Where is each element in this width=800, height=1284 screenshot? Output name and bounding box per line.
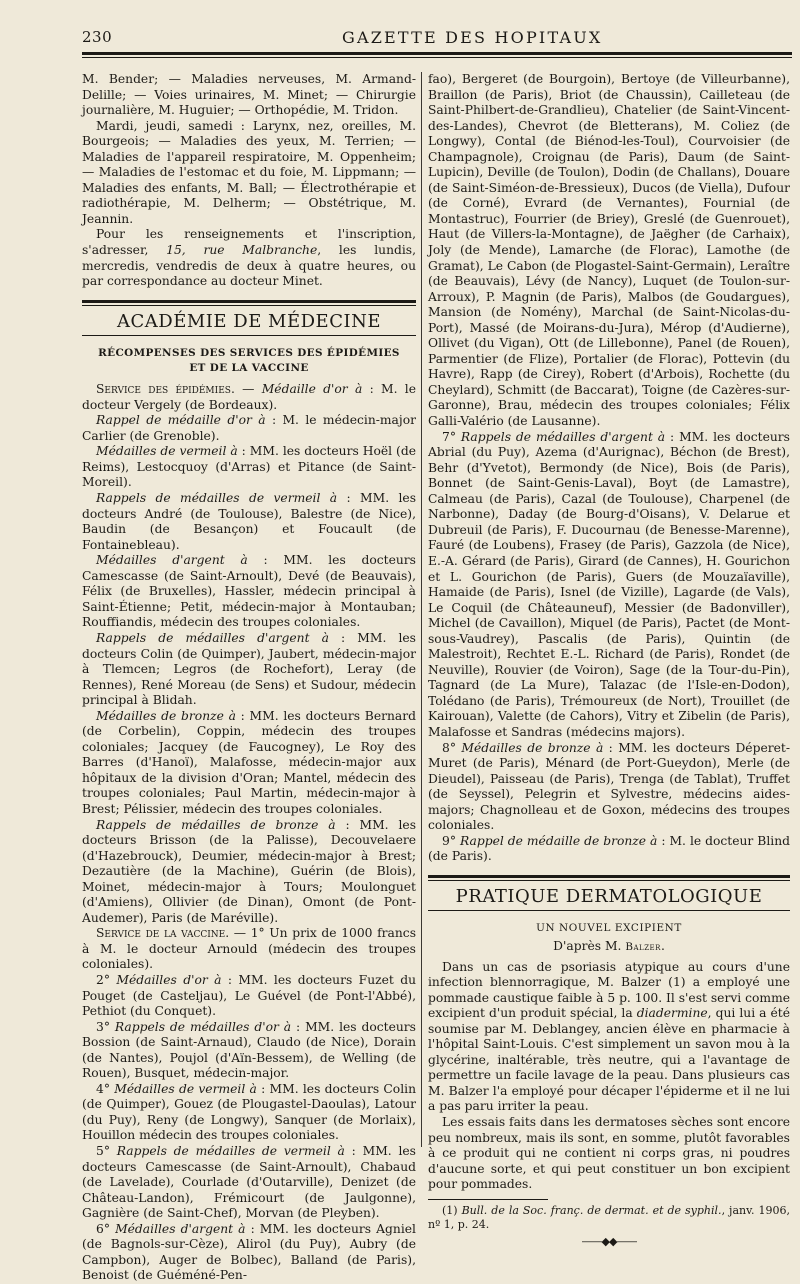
paragraph: 7° Rappels de médailles d'argent à : MM. les docteurs Abrial (du Puy), Azema (d'Aurignac), Béchon (de Brest), Behr (d'Yvetot), Bermondy (de Nice), Bois (de Paris), Bonnet (de Saint-Genis-Laval), Boyt (de Lamastre), Calmeau (de Paris), Cazal (de Toulouse), Charpenel (de Narbonne), Daday (de Bourg-d'Oisans), V. Delarue et Dubreuil (de Paris), F. Ducournau (de Benesse-Marenne), Fauré (de Loubens), Frasey (de Paris), Gazzola (de Nice), E.-A. Gérard (de Paris), Girard (de Cannes), H. Gourichon et L. Gourichon (de Paris), Guers (de Mouzaïaville), Hamaide (de Paris), Isnel (de Vizille), Lagarde (de Vals), Le Coquil (de Châteauneuf), Messier (de Badonviller), Michel (de Cavaillon), Miquel (de Paris), Pactet (de Mont-sous-Vaudrey), Pascalis (de Paris), Quintin (de Malestroit), Rechtet E.-L. Richard (de Paris), Rondet (de Neuville), Rouvier (de Voiron), Sage (de la Tour-du-Pin), Tagnard (de La Mure), Talazac (de l'Isle-en-Dodon), Tolédano (de Paris), Trémoureux (de Nort), Trouillet (de Kairouan), Valette (de Cahors), Vitry et Zibelin (de Paris), Malafosse et Sandras (médecins majors). — [428, 429, 790, 739]
paragraph: Pour les renseignements et l'inscription, s'adresser, 15, rue Malbranche, les lundis, mercredis, vendredis de deux à quatre heures, ou par correspondance au docteur Minet. — [82, 227, 417, 289]
header-rule-thin — [82, 57, 792, 58]
article-byline: D'après M. Balzer. — [553, 938, 665, 953]
page-number: 230 — [82, 28, 113, 46]
section-divider — [82, 300, 416, 306]
paragraph: Mardi, jeudi, samedi : Larynx, nez, oreilles, M. Bourgeois; — Maladies des yeux, M. Terrien; — Maladies de l'appareil respiratoire, M. Oppenheim; — Maladies de l'estomac et du foie, M. Lippmann; — Maladies des enfants, M. Ball; — Électrothérapie et radiothérapie, M. Delherm; — Obstétrique, M. Jeannin. — [82, 118, 416, 226]
section-title-underline — [428, 910, 790, 911]
section-title-underline — [82, 335, 416, 336]
column-divider — [421, 72, 422, 1147]
paragraph: Rappel de médaille d'or à : M. le médecin-major Carlier (de Grenoble). — [82, 413, 416, 443]
paragraph: Service des épidémies. — Médaille d'or à : M. le docteur Vergely (de Bordeaux). — [82, 382, 416, 412]
footnote: (1) Bull. de la Soc. franç. de dermat. et de syphil., janv. 1906, nº 1, p. 24. — [428, 1203, 790, 1231]
paragraph: 9° Rappel de médaille de bronze à : M. le docteur Blind (de Paris). — [428, 833, 790, 864]
right-column — [428, 72, 791, 1248]
paragraph: Médailles de bronze à : MM. les docteurs Bernard (de Corbelin), Coppin, médecin des troupes coloniales; Jacquey (de Faucogney), Le Roy des Barres (d'Hanoï), Malafosse, médecin-major aux hôpitaux de la division d'Oran; Mantel, médecin des troupes coloniales; Paul Martin, médecin-major à Brest; Pélissier, médecin des troupes coloniales. — [82, 708, 416, 816]
paragraph: 8° Médailles de bronze à : MM. les docteurs Déperet-Muret (de Paris), Ménard (de Port-Gueydon), Merle (de Dieudel), Paisseau (de Paris), Trenga (de Tablat), Truffet (de Seyssel), Pelegrin et Sylvestre, médecins aides-majors; Chagnolleau et de Goxon, médecins des troupes coloniales. — [428, 740, 790, 833]
paragraph: Rappels de médailles de bronze à : MM. les docteurs Brisson (de la Palisse), Decouvelaere (d'Hazebrouck), Deumier, médecin-major à Brest; Dezautière (de la Machine), Guérin (de Blois), Moinet, médecin-major à Tours; Moulonguet (d'Amiens), Ollivier (de Dinan), Omont (de Pont-Audemer), Paris (de Maréville). — [82, 817, 417, 925]
paragraph: Les essais faits dans les dermatoses sèches sont encore peu nombreux, mais ils sont, en somme, plutôt favorables à ce produit qui ne contient ni corps gras, ni poudres d'aucune sorte, et qui peut constituer un bon excipient pour pommades. — [428, 1115, 790, 1192]
paragraph: 2° Médailles d'or à : MM. les docteurs Fuzet du Pouget (de Casteljau), Le Guével (de Pont-l'Abbé), Pethiot (du Conquet). — [82, 972, 417, 1019]
paragraph: 3° Rappels de médailles d'or à : MM. les docteurs Bossion (de Saint-Arnaud), Claudo (de Nice), Dorain (de Nantes), Poujol (d'Aïn-Bessem), de Welling (de Rouen), Busquet, médecin-major. — [82, 1019, 416, 1081]
page-header — [82, 28, 792, 68]
paragraph: M. Bender; — Maladies nerveuses, M. Armand-Delille; — Voies urinaires, M. Minet; — Chirurgie journalière, M. Huguier; — Orthopédie, M. Tridon. — [82, 72, 416, 118]
paragraph: 6° Médailles d'argent à : MM. les docteurs Agniel (de Bagnols-sur-Cèze), Alirol (du Puy), Aubry (de Campbon), Auger de Bolbec), Balland (de Paris), Benoist (de Guéméné-Pen- — [82, 1221, 416, 1283]
section-title-academie: ACADÉMIE DE MÉDECINE — [117, 310, 381, 332]
paragraph: Service de la vaccine. — 1° Un prix de 1000 francs à M. le docteur Arnould (médecin des troupes coloniales). — [82, 926, 416, 972]
left-column — [82, 72, 417, 1283]
paragraph: fao), Bergeret (de Bourgoin), Bertoye (de Villeurbanne), Braillon (de Paris), Briot (de Chaussin), Cailleteau (de Saint-Philbert-de-Grandlieu), Chatelier (de Saint-Vincent-des-Landes), Chevrot (de Bletterans), M. Coliez (de Longwy), Contal (de Biénod-les-Toul), Courvoisier (de Champagnole), Croignau (de Paris), Daum (de Saint-Lupicin), Deville (de Toulon), Dodin (de Challans), Douare (de Saint-Siméon-de-Bressieux), Ducos (de Viella), Dufour (de Corné), Evrard (de Vernantes), Fournial (de Montastruc), Fourrier (de Briey), Greslé (de Guenrouet), Haut (de Villers-la-Montagne), de Jaëgher (de Carhaix), Joly (de Mende), Lamarche (de Florac), Lamothe (de Gramat), Le Cabon (de Plogastel-Saint-Germain), Leraître (de Beauvais), Lévy (de Nancy), Luquet (de Toulon-sur-Arroux), P. Magnin (de Paris), Malbos (de Goudargues), Mansion (de Nomény), Marchal (de Saint-Nicolas-du-Port), Massé (de Moirans-du-Jura), Mérop (d'Audierne), Ollivet (du Vigan), Ott (de Lillebonne), Panel (de Rouen), Parmentier (de Flize), Portalier (de Florac), Pottevin (du Havre), Rapp (de Cirey), Robert (d'Arbois), Rochette (du Cheylard), Schmitt (de Baccarat), Toigne (de Cazères-sur-Garonne), Brau, médecin des troupes coloniales; Félix Galli-Valério (de Lausanne). — [428, 72, 790, 429]
journal-title: GAZETTE DES HOPITAUX — [342, 28, 603, 47]
paragraph: Dans un cas de psoriasis atypique au cours d'une infection blennorragique, M. Balzer (1) a employé une pommade caustique faible à 5 p. 100. Il s'est servi comme excipient d'un produit spécial, la diadermine, qui lui a été soumise par M. Deblangey, ancien élève en pharmacie à l'hôpital Saint-Louis. C'est simplement un savon mou à la glycérine, inaltérable, très neutre, qui a l'avantage de permettre un facile lavage de la peau. Dans plusieurs cas M. Balzer l'a employé pour décaper l'épiderme et il ne lui a pas paru irriter la peau. — [428, 959, 791, 1114]
article-title: UN NOUVEL EXCIPIENT — [536, 922, 682, 935]
paragraph: 4° Médailles de vermeil à : MM. les docteurs Colin (de Quimper), Gouez (de Plougastel-Daoulas), Latour (du Puy), Reny (de Longwy), Sanquer (de Morlaix), Houillon médecin des troupes coloniales. — [82, 1081, 416, 1143]
section-divider — [428, 875, 790, 881]
header-rule-thick — [82, 52, 792, 55]
paragraph: 5° Rappels de médailles de vermeil à : MM. les docteurs Camescasse (de Saint-Arnoult), Chabaud (de Lavelade), Courlade (d'Outarville), Denizet (de Château-Landon), Frémicourt (de Jaulgonne), Gagnière (de Saint-Chef), Morvan (de Pleyben). — [82, 1144, 416, 1221]
section-subtitle: RÉCOMPENSES DES SERVICES DES ÉPIDÉMIES ET DE LA VACCINE — [98, 347, 400, 375]
paragraph: Rappels de médailles d'argent à : MM. les docteurs Colin (de Quimper), Jaubert, médecin-major à Tlemcen; Legros (de Rochefort), Leray (de Rennes), René Moreau (de Sens) et Sudour, médecin principal à Blidah. — [82, 630, 416, 708]
paragraph: Médailles d'argent à : MM. les docteurs Camescasse (de Saint-Arnoult), Devé (de Beauvais), Félix (de Bruxelles), Hassler, médecin principal à Saint-Étienne; Petit, médecin-major à Montauban; Rouffiandis, médecin des troupes coloniales. — [82, 553, 416, 630]
paragraph: Médailles de vermeil à : MM. les docteurs Hoël (de Reims), Lestocquoy (d'Arras) et Pitance (de Saint-Moreil). — [82, 444, 416, 490]
section-title-pratique: PRATIQUE DERMATOLOGIQUE — [455, 885, 763, 907]
end-ornament: ——◆◆—— — [581, 1234, 637, 1248]
paragraph: Rappels de médailles de vermeil à : MM. les docteurs André (de Toulouse), Balestre (de Nice), Baudin (de Besançon) et Foucault (de Fontainebleau). — [82, 491, 417, 552]
footnote-rule — [428, 1199, 548, 1200]
